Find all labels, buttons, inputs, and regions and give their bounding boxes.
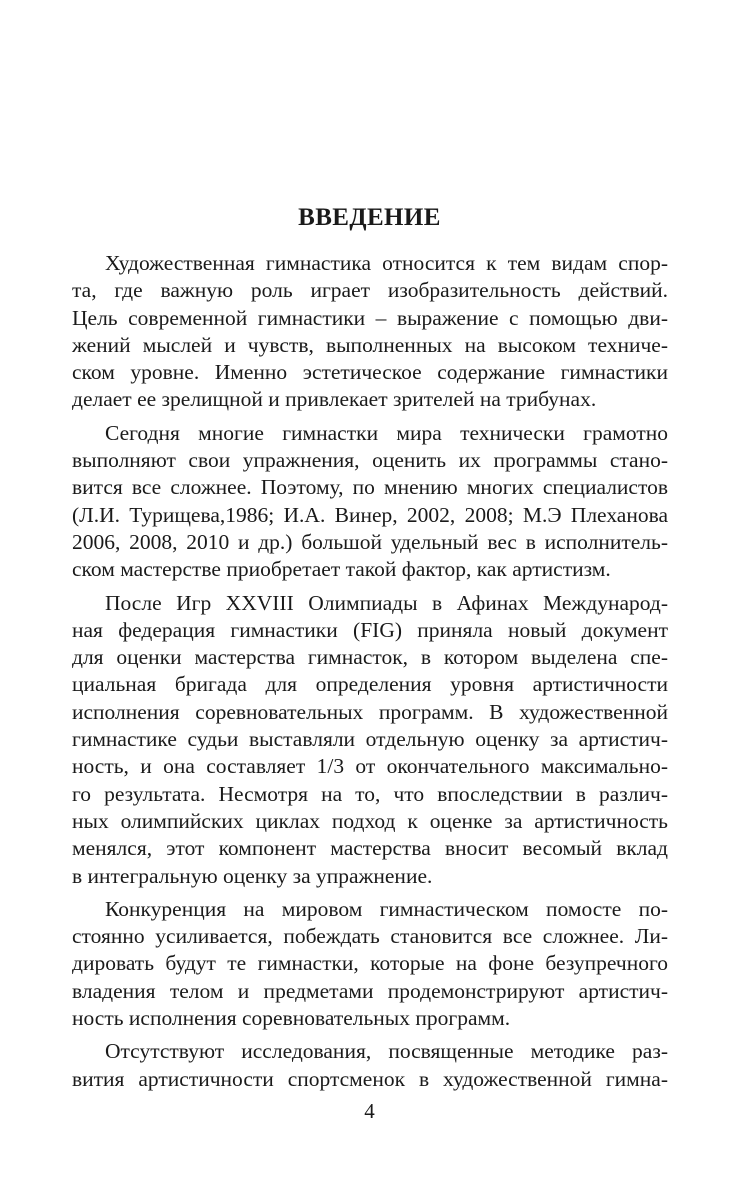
text-line: ных олимпийских циклах подход к оценке за артистичность: [72, 808, 668, 833]
paragraph-4: [72, 896, 668, 1032]
paragraph-1: [72, 250, 668, 414]
text-line: вится все сложнее. Поэтому, по мнению многих специалистов: [72, 475, 668, 500]
body-text: [72, 250, 668, 1093]
text-line: вития артистичности спортсменок в художественной гимна-: [72, 1066, 668, 1091]
text-line: ском мастерстве приобретает такой фактор, как артистизм.: [72, 557, 611, 582]
text-line: Художественная гимнастика относится к тем видам спор-: [105, 251, 668, 275]
text-line: Конкуренция на мировом гимнастическом помосте по-: [105, 896, 668, 921]
text-line: в интегральную оценку за упражнение.: [72, 863, 433, 888]
text-line: жений мыслей и чувств, выполненных на высоком техниче-: [72, 332, 668, 357]
text-line: ском уровне. Именно эстетическое содержание гимнастики: [72, 360, 668, 385]
text-line: ность исполнения соревновательных программ.: [72, 1006, 511, 1031]
text-line: Цель современной гимнастики – выражение с помощью дви-: [72, 305, 668, 330]
page-title: ВВЕДЕНИЕ: [298, 204, 441, 231]
text-line: циальная бригада для определения уровня артистичности: [72, 672, 668, 697]
text-line: исполнения соревновательных программ. В художественной: [72, 699, 668, 724]
text-line: го результата. Несмотря на то, что впоследствии в различ-: [72, 781, 668, 806]
text-line: 2006, 2008, 2010 и др.) большой удельный вес в исполнитель-: [72, 529, 668, 554]
text-line: (Л.И. Турищева,1986; И.А. Винер, 2002, 2008; М.Э Плеханова: [72, 502, 668, 527]
text-line: для оценки мастерства гимнасток, в котором выделена спе-: [72, 645, 668, 670]
text-line: менялся, этот компонент мастерства вносит весомый вклад: [72, 836, 668, 861]
text-line: Сегодня многие гимнастки мира технически грамотно: [105, 420, 668, 445]
text-line: стоянно усиливается, побеждать становится все сложнее. Ли-: [72, 924, 668, 949]
text-line: гимнастике судьи выставляли отдельную оценку за артистич-: [72, 727, 668, 752]
paragraph-5: [72, 1038, 668, 1093]
text-line: делает ее зрелищной и привлекает зрителей на трибунах.: [72, 387, 597, 412]
text-line: ная федерация гимнастики (FIG) приняла новый документ: [72, 617, 668, 642]
text-line: владения телом и предметами продемонстрируют артистич-: [72, 978, 668, 1003]
text-line: Отсутствуют исследования, посвященные методике раз-: [105, 1039, 668, 1064]
text-line: выполняют свои упражнения, оценить их программы стано-: [72, 448, 668, 473]
text-line: дировать будут те гимнастки, которые на фоне безупречного: [72, 951, 668, 976]
text-line: ность, и она составляет 1/3 от окончательного максимально-: [72, 754, 668, 779]
paragraph-3: [72, 590, 668, 890]
text-line: После Игр XXVIII Олимпиады в Афинах Международ-: [105, 590, 668, 615]
paragraph-2: [72, 420, 668, 584]
text-line: та, где важную роль играет изобразительность действий.: [72, 278, 668, 303]
page-number: 4: [364, 1099, 375, 1123]
